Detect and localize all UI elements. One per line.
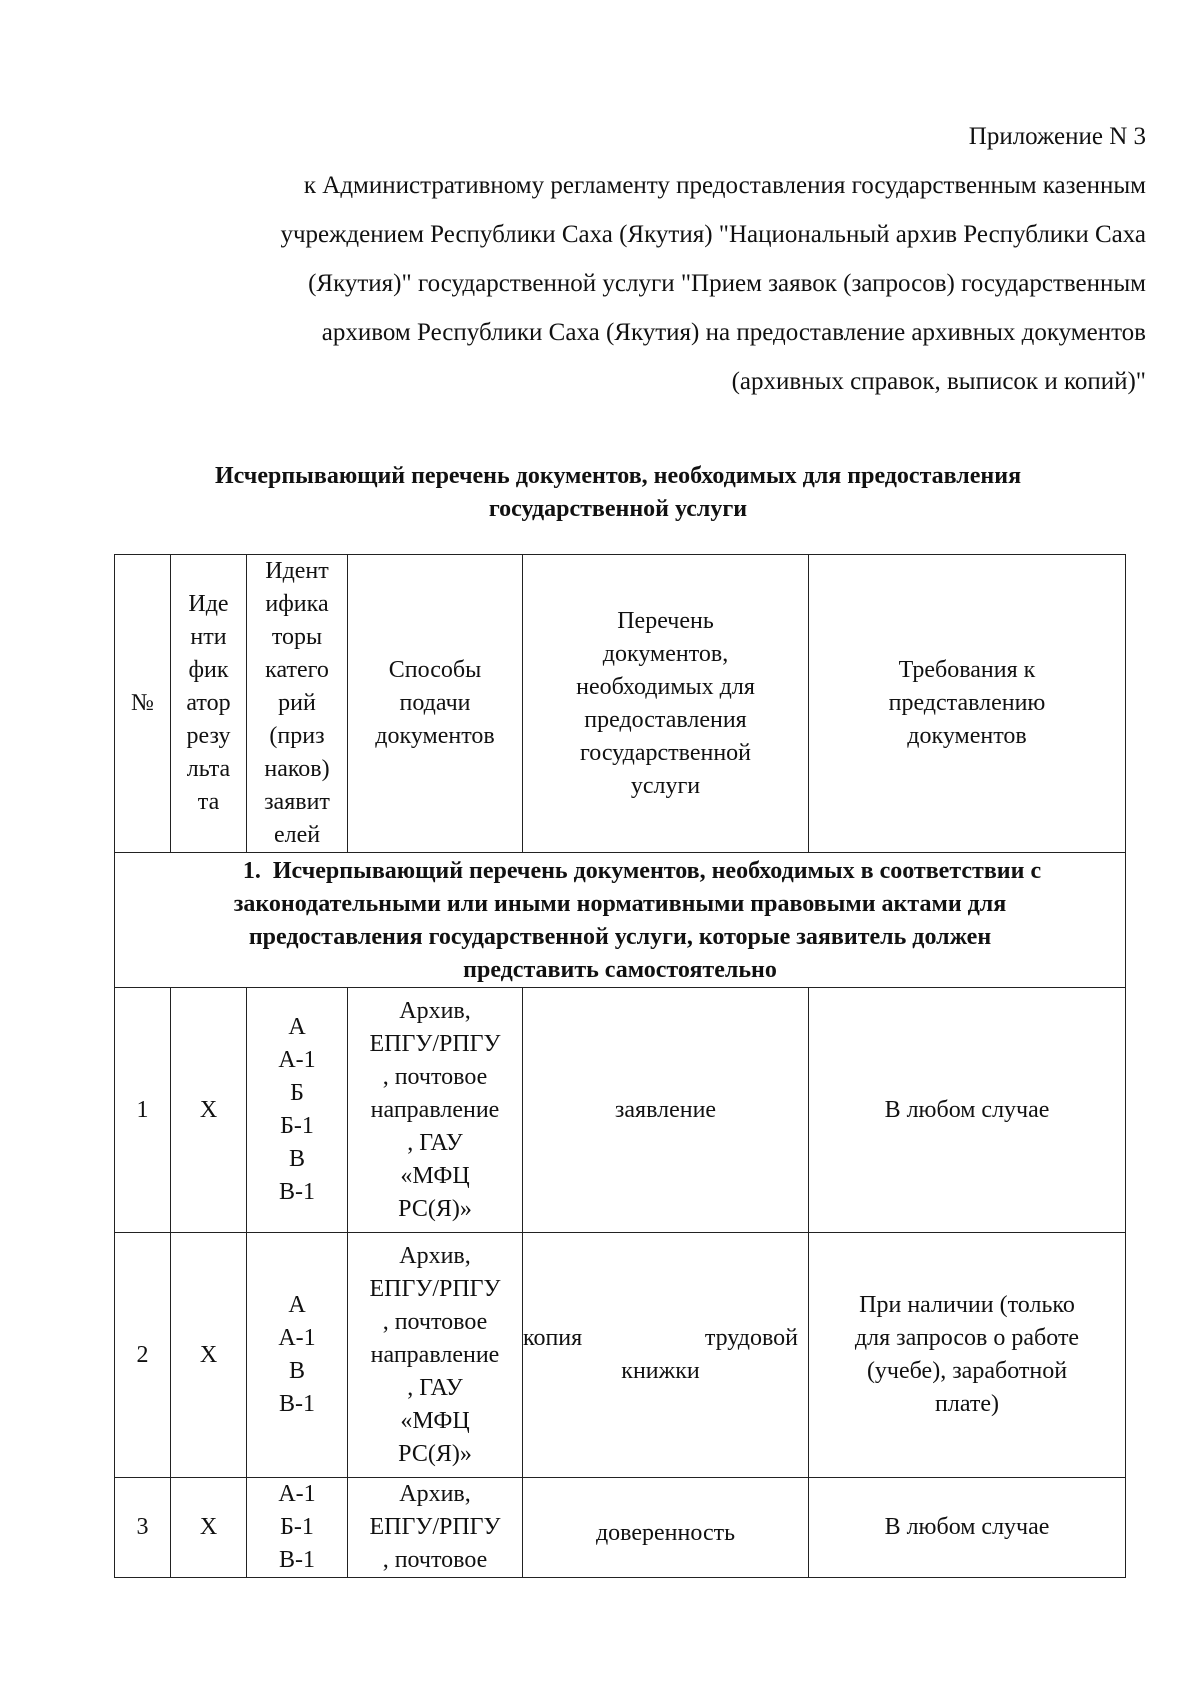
- category-code: Б: [290, 1080, 304, 1106]
- document-line: заявление: [614, 1096, 717, 1123]
- cell-document: [523, 988, 809, 1233]
- appendix-line: архивом Республики Саха (Якутия) на предоставление архивных документов: [321, 319, 1146, 346]
- cell-result-id: Х: [171, 1478, 247, 1578]
- method-line: ЕПГУ/РПГУ: [369, 1514, 501, 1540]
- section-line: законодательными или иными нормативными правовыми актами для: [233, 891, 1007, 917]
- method-line: ЕПГУ/РПГУ: [369, 1275, 501, 1302]
- category-code: В: [288, 1146, 305, 1172]
- appendix-line: Приложение N 3: [968, 123, 1146, 150]
- cell-requirement: [809, 1478, 1126, 1578]
- appendix-line: (архивных справок, выписок и копий)": [731, 368, 1146, 395]
- document-line: доверенность: [595, 1519, 736, 1546]
- cell-num: 1: [115, 988, 171, 1233]
- method-line: Архив,: [399, 997, 471, 1024]
- method-line: «МФЦ: [400, 1407, 470, 1434]
- cell-num: 2: [115, 1233, 171, 1478]
- cell-requirement: [809, 988, 1126, 1233]
- header-text: катего: [265, 657, 329, 683]
- table-row: [115, 1233, 1126, 1478]
- section-number: 1.: [242, 858, 261, 884]
- document-word: копия: [523, 1325, 583, 1351]
- requirement-line: для запросов о работе: [854, 1325, 1080, 1351]
- appendix-line: (Якутия)" государственной услуги "Прием заявок (запросов) государственным: [308, 270, 1146, 297]
- title-line: государственной услуги: [488, 496, 748, 522]
- category-code: Б-1: [280, 1514, 314, 1540]
- cell-num: 3: [115, 1478, 171, 1578]
- table-row: [115, 1478, 1126, 1578]
- header-text: ифика: [265, 591, 329, 617]
- cell-categories: [247, 1233, 348, 1478]
- header-text: заявит: [264, 789, 330, 815]
- cell-methods: [348, 988, 523, 1233]
- documents-table: [114, 554, 1126, 1578]
- cell-result-id: Х: [171, 988, 247, 1233]
- document-title: [150, 460, 1086, 526]
- method-line: , почтовое: [382, 1547, 488, 1573]
- requirement-line: плате): [935, 1391, 999, 1417]
- category-code: В-1: [279, 1547, 315, 1573]
- method-line: ЕПГУ/РПГУ: [369, 1030, 501, 1057]
- method-line: направление: [370, 1341, 500, 1368]
- method-line: Архив,: [399, 1481, 471, 1507]
- header-text: Перечень: [617, 607, 714, 634]
- cell-categories: [247, 1478, 348, 1578]
- method-line: направление: [370, 1096, 500, 1123]
- cell-result-id: Х: [171, 1233, 247, 1478]
- header-documents: [523, 555, 809, 853]
- section-line: [127, 855, 1113, 888]
- header-result-id: [171, 555, 247, 853]
- category-code: А-1: [278, 1325, 316, 1351]
- requirement-line: В любом случае: [884, 1514, 1050, 1540]
- method-line: РС(Я)»: [398, 1195, 472, 1222]
- cell-methods: [348, 1478, 523, 1578]
- header-text: Требования к: [898, 657, 1036, 683]
- header-text: резу: [186, 723, 231, 749]
- header-text: нти: [190, 624, 227, 650]
- cell-requirement: [809, 1233, 1126, 1478]
- section-cell: [115, 853, 1126, 988]
- header-text: документов,: [602, 640, 729, 667]
- header-text: предоставления: [584, 706, 747, 733]
- category-code: А: [288, 1292, 306, 1318]
- appendix-line: к Административному регламенту предоставления государственным казенным: [303, 172, 1146, 199]
- document-word: трудовой: [704, 1325, 798, 1351]
- table-header-row: [115, 555, 1126, 853]
- header-text: та: [197, 789, 220, 815]
- header-text: рий: [278, 690, 316, 716]
- header-text: Способы: [388, 657, 482, 683]
- header-text: елей: [273, 822, 321, 848]
- header-text: подачи: [399, 690, 471, 716]
- header-text: (приз: [269, 723, 325, 749]
- method-line: «МФЦ: [400, 1162, 470, 1189]
- section-line: представить самостоятельно: [463, 957, 777, 983]
- category-code: В: [288, 1358, 305, 1384]
- cell-categories: [247, 988, 348, 1233]
- title-line: Исчерпывающий перечень документов, необходимых для предоставления: [214, 463, 1022, 489]
- cell-document: [523, 1478, 809, 1578]
- header-text: представлению: [888, 690, 1046, 716]
- category-code: А: [288, 1014, 306, 1040]
- section-text: Исчерпывающий перечень документов, необходимых в соответствии с: [272, 858, 1042, 884]
- header-text: торы: [271, 624, 323, 650]
- section-row: [115, 853, 1126, 988]
- header-text: №: [131, 690, 154, 716]
- header-num: [115, 555, 171, 853]
- header-category-id: [247, 555, 348, 853]
- header-text: атор: [186, 690, 231, 716]
- method-line: , ГАУ: [407, 1129, 463, 1156]
- category-code: А-1: [278, 1047, 316, 1073]
- appendix-line: учреждением Республики Саха (Якутия) "Национальный архив Республики Саха: [280, 221, 1146, 248]
- header-text: документов: [375, 723, 495, 749]
- header-text: Идент: [265, 558, 329, 584]
- cell-document: [523, 1233, 809, 1478]
- requirement-line: В любом случае: [884, 1096, 1050, 1123]
- method-line: Архив,: [399, 1242, 471, 1269]
- appendix-caption: [150, 112, 1146, 406]
- header-text: государственной: [579, 739, 752, 766]
- method-line: , почтовое: [382, 1308, 488, 1335]
- header-text: фик: [188, 657, 229, 683]
- header-text: необходимых для: [576, 673, 755, 700]
- category-code: В-1: [279, 1391, 315, 1417]
- method-line: , ГАУ: [407, 1374, 463, 1401]
- method-line: РС(Я)»: [398, 1440, 472, 1467]
- document-line: [523, 1322, 798, 1355]
- header-text: льта: [186, 756, 231, 782]
- header-text: Иде: [188, 591, 229, 617]
- header-text: услуги: [630, 772, 701, 799]
- table-row: [115, 988, 1126, 1233]
- method-line: , почтовое: [382, 1063, 488, 1090]
- category-code: А-1: [278, 1481, 316, 1507]
- section-line: предоставления государственной услуги, которые заявитель должен: [248, 924, 992, 950]
- document-line: книжки: [621, 1358, 700, 1384]
- header-text: документов: [907, 723, 1027, 749]
- requirement-line: (учебе), заработной: [866, 1358, 1068, 1384]
- header-requirements: [809, 555, 1126, 853]
- category-code: В-1: [279, 1179, 315, 1205]
- cell-methods: [348, 1233, 523, 1478]
- header-methods: [348, 555, 523, 853]
- category-code: Б-1: [280, 1113, 314, 1139]
- requirement-line: При наличии (только: [859, 1292, 1075, 1318]
- header-text: наков): [264, 756, 330, 782]
